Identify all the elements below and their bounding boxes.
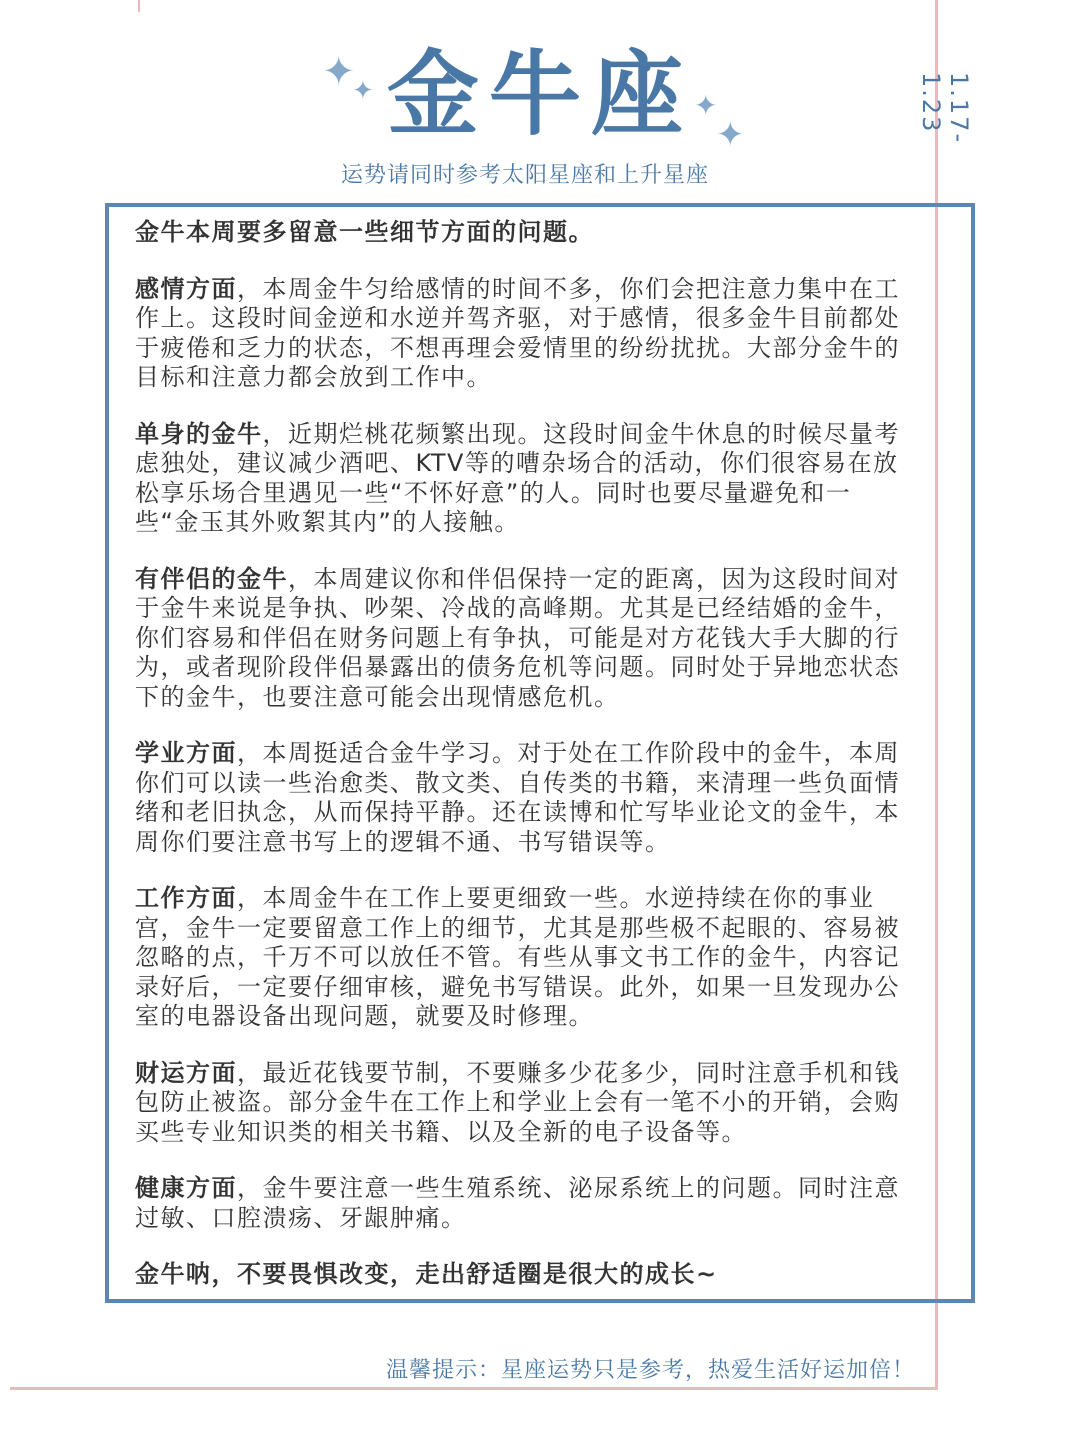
sparkle-icon: ✦ [352, 76, 374, 106]
intro-text: 金牛本周要多留意一些细节方面的问题。 [135, 218, 594, 246]
section-text: ，最近花钱要节制，不要赚多少花多少，同时注意手机和钱包防止被盗。部分金牛在工作上和学业上会有一笔不小的开销，会购买些专业知识类的相关书籍、以及全新的电子设备等。 [135, 1058, 900, 1146]
section-heading: 有伴侣的金牛 [135, 564, 288, 593]
section-partnered [135, 565, 915, 713]
section-wealth [135, 1059, 915, 1148]
section-heading: 工作方面 [135, 884, 237, 912]
date-range: 1.17-1.23 [917, 72, 973, 145]
section-single [135, 420, 915, 538]
decorative-horizontal-line [10, 1387, 938, 1390]
decorative-tick [138, 0, 140, 12]
section-work [135, 884, 915, 1032]
sparkle-icon: ✦ [716, 115, 745, 155]
page-title: 金牛座 [386, 41, 693, 148]
section-study [135, 739, 915, 857]
closing-text: 金牛呐，不要畏惧改变，走出舒适圈是很大的成长~ [135, 1260, 718, 1288]
section-heading: 学业方面 [135, 739, 237, 767]
section-heading: 健康方面 [135, 1174, 237, 1202]
horoscope-content [135, 218, 915, 1317]
section-health [135, 1174, 915, 1233]
section-text: ，本周挺适合金牛学习。对于处在工作阶段中的金牛，本周你们可以读一些治愈类、散文类、自传类的书籍，来清理一些负面情绪和老旧执念，从而保持平静。还在读博和忙写毕业论文的金牛，本周你们要注意书写上的逻辑不通、书写错误等。 [135, 739, 900, 856]
sparkle-icon: ✦ [322, 49, 356, 95]
section-heading: 财运方面 [135, 1058, 237, 1087]
section-text: ，本周金牛匀给感情的时间不多，你们会把注意力集中在工作上。这段时间金逆和水逆并驾齐驱，对于感情，很多金牛目前都处于疲倦和乏力的状态，不想再理会爱情里的纷纷扰扰。大部分金牛的目标和注意力都会放到工作中。 [135, 274, 900, 391]
section-text: ，近期烂桃花频繁出现。这段时间金牛休息的时候尽量考虑独处，建议减少酒吧、KTV等的嘈杂场合的活动，你们很容易在放松享乐场合里遇见一些“不怀好意”的人。同时也要尽量避免和一些“金玉其外败絮其内”的人接触。 [135, 419, 900, 536]
section-heading: 感情方面 [135, 274, 237, 303]
subtitle: 运势请同时参考太阳星座和上升星座 [340, 163, 709, 188]
section-text: ，本周建议你和伴侣保持一定的距离，因为这段时间对于金牛来说是争执、吵架、冷战的高峰期。尤其是已经结婚的金牛，你们容易和伴侣在财务问题上有争执，可能是对方花钱大手大脚的行为，或者现阶段伴侣暴露出的债务危机等问题。同时处于异地恋状态下的金牛，也要注意可能会出现情感危机。 [135, 564, 900, 711]
section-text: ，本周金牛在工作上要更细致一些。水逆持续在你的事业宫，金牛一定要留意工作上的细节，尤其是那些极不起眼的、容易被忽略的点，千万不可以放任不管。有些从事文书工作的金牛，内容记录好后，一定要仔细审核，避免书写错误。此外，如果一旦发现办公室的电器设备出现问题，就要及时修理。 [135, 884, 900, 1030]
section-text: ，金牛要注意一些生殖系统、泌尿系统上的问题。同时注意过敏、口腔溃疡、牙龈肿痛。 [135, 1174, 900, 1232]
footer-tip: 温馨提示：星座运势只是参考，热爱生活好运加倍！ [385, 1358, 915, 1383]
section-heading: 单身的金牛 [135, 419, 263, 448]
section-love [135, 275, 915, 393]
sparkle-icon: ✦ [694, 89, 718, 122]
